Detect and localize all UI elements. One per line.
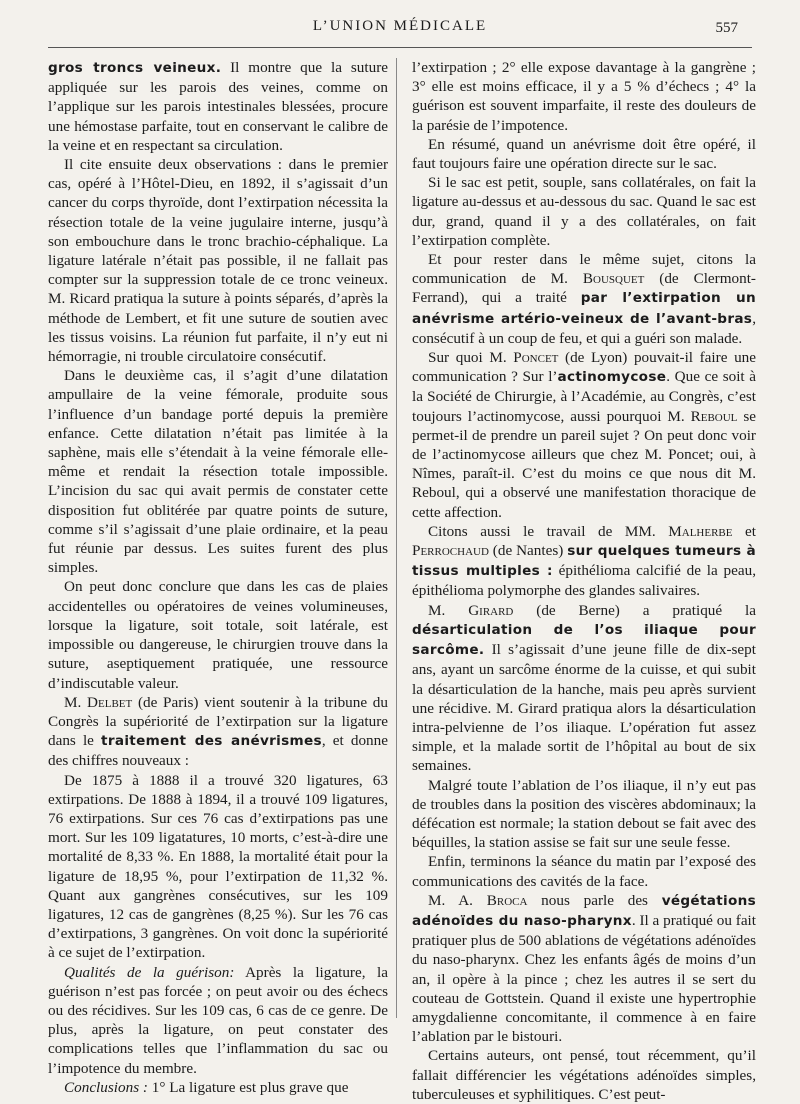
bold-term: sur quelques tumeurs à tissus multiples :	[412, 543, 756, 580]
bold-term: désarticulation de l’os iliaque pour sarcôme.	[412, 621, 756, 659]
paragraph: Malgré toute l’ablation de l’os iliaque, il n’y eut pas de troubles dans la position des viscères abdominaux; la défécation est normale; la station debout se fait avec des béquilles, la station assise se fait sur une seule fesse.	[412, 776, 756, 852]
bold-term: végétations adénoïdes du naso-pharynx	[412, 892, 756, 929]
header-rule	[48, 47, 752, 48]
paragraph: Conclusions : 1° La ligature est plus grave que	[64, 1078, 349, 1096]
right-column	[412, 58, 756, 1104]
author-name: Bousquet	[582, 270, 645, 288]
page-number: 557	[715, 20, 738, 36]
column-divider	[396, 58, 397, 1018]
author-name: Girard	[468, 601, 514, 619]
paragraph: Et pour rester dans le même sujet, citons la communication de M. Bousquet (de Clermont-Ferrand), qui a traité par l’extirpation un anévrisme artério-veineux de l’avant-bras, consécutif à un coup de feu, et qui a guéri son malade.	[412, 251, 756, 347]
italic-heading: Conclusions :	[64, 1078, 148, 1096]
paragraph: En résumé, quand un anévrisme doit être opéré, il faut toujours faire une opération directe sur le sac.	[412, 135, 756, 173]
paragraph: M. Delbet (de Paris) vient soutenir à la tribune du Congrès la supériorité de l’extirpation sur la ligature dans le traitement des anévrismes, et donne des chiffres nouveaux :	[48, 693, 388, 770]
author-name: Poncet	[513, 349, 559, 367]
paragraph: Certains auteurs, ont pensé, tout récemment, qu’il fallait différencier les végétations adénoïdes simples, tuberculeuses et syphilitiques. C’est peut-	[412, 1047, 756, 1103]
paragraph: Citons aussi le travail de MM. Malherbe et Perrochaud (de Nantes) sur quelques tumeurs à tissus multiples : épithélioma calcifié de la peau, épithélioma polymorphe des glandes salivaires.	[412, 522, 757, 600]
bold-term: par l’extirpation un anévrisme artério-veineux de l’avant-bras	[412, 290, 756, 327]
author-name: Reboul	[690, 407, 738, 425]
author-name: Delbet	[87, 693, 133, 711]
paragraph: M. A. Broca nous parle des végétations adénoïdes du naso-pharynx. Il a pratiqué ou fait pratiquer plus de 500 ablations de végétations adénoïdes du naso-pharynx. Chez les enfants âgés de moins d’un an, il opère à la pince ; chez les autres il se sert du couteau de Gottstein. Quand il existe une hypertrophie amygdalienne concomitante, il commence à en faire l’ablation par le bistouri.	[412, 891, 756, 1046]
italic-heading: Qualités de la guérison:	[64, 963, 235, 981]
paragraph: Qualités de la guérison: Après la ligature, la guérison n’est pas forcée ; on peut avoir ou des échecs ou des récidives. Sur les 109 cas, 6 cas de ce genre. De plus, après la ligature, on peut constater des complications telles que l’inflammation du sac ou l’impotence du membre.	[48, 963, 388, 1077]
running-head	[0, 18, 800, 46]
paragraph: Il cite ensuite deux observations : dans le premier cas, opéré à l’Hôtel-Dieu, en 1892, il s’agissait d’un cancer du corps thyroïde, dont l’extirpation nécessita la résection totale de la veine jugulaire interne, jusqu’à son embouchure dans le tronc brachio-céphalique. La ligature latérale n’était pas possible, il ne fallait pas compter sur la suppression totale de ce tronc veineux. M. Ricard pratiqua la suture à points séparés, d’après la méthode de Lembert, et fit une suture de soutien avec les tissus voisins. La réunion fut parfaite, il n’y eut ni hémorragie, ni trouble circulatoire consécutif.	[48, 156, 388, 366]
paragraph: M. Girard (de Berne) a pratiqué la désarticulation de l’os iliaque pour sarcôme. Il s’agissait d’une jeune fille de dix-sept ans, ayant un sarcôme énorme de la cuisse, et qui subit la désarticulation de la hanche, mais peu après survient une récidive. M. Girard pratiqua alors la désarticulation intra-pelvienne de l’os iliaque. L’opération fut assez simple, et la malade sortit de l’hôpital au bout de six semaines.	[412, 601, 756, 775]
author-name: Malherbe	[668, 522, 733, 540]
paragraph: Dans le deuxième cas, il s’agit d’une dilatation ampullaire de la veine fémorale, produite sous l’influence d’un bandage porté depuis la première enfance. Cette dilatation n’était pas limitée à la saphène, mais elle s’étendait à la veine fémorale elle-même et rendait la résection totale impossible. L’incision du sac qui avait permis de constater cette disposition fut oblitérée par quatre points de suture, comme s’il s’agissait d’une plaie ordinaire, et la peau fut réunie par dessus. Les suites furent des plus simples.	[48, 367, 388, 577]
bold-term: actinomycose	[557, 369, 667, 386]
paragraph: Enfin, terminons la séance du matin par l’exposé des communications des cavités de la face.	[412, 853, 756, 890]
paragraph: Si le sac est petit, souple, sans collatérales, on fait la ligature au-dessus et au-dessous du sac. Quand le sac est dur, grand, quand il y a des collatérales, on fait l’extirpation complète.	[412, 174, 756, 249]
author-name: Perrochaud	[412, 542, 489, 560]
paragraph: gros troncs veineux. Il montre que la suture appliquée sur les parois des veines, comme on l’applique sur les parois intestinales blessées, procure une hémostase parfaite, tout en conservant le calibre de la veine et en respectant sa circulation.	[48, 59, 388, 154]
journal-title: L’UNION MÉDICALE	[312, 18, 488, 34]
paragraph: l’extirpation ; 2° elle expose davantage à la gangrène ; 3° elle est moins efficace, il y a 5 % d’échecs ; 4° la guérison est souvent imparfaite, il reste des douleurs de la parésie de l’impotence.	[412, 59, 756, 134]
author-name: Broca	[486, 891, 528, 909]
bold-term: traitement des anévrismes	[101, 733, 322, 750]
paragraph: De 1875 à 1888 il a trouvé 320 ligatures, 63 extirpations. De 1888 à 1894, il a trouvé 109 ligatures, 76 extirpations. Sur ces 76 cas d’extirpations pas une mort. Sur les 109 ligatatures, 10 morts, c’est-à-dire une mortalité de 8,33 %. En 1888, la mortalité était pour la ligature de 18,95 %, pour l’extirpation de 11,32 %. Quant aux gangrènes consécutives, sur les 109 ligatures, 12 cas de gangrènes (8,25 %). Sur les 76 cas d’extirpations, 3 gangrènes. On voit donc la supériorité à ce sujet de l’extirpation.	[48, 771, 388, 962]
bold-term: gros troncs veineux.	[48, 60, 222, 76]
paragraph: On peut donc conclure que dans les cas de plaies accidentelles ou opératoires de veines volumineuses, lorsque la ligature, soit totale, soit latérale, est impossible ou dangereuse, le chirurgien trouve dans la suture, aseptiquement pratiquée, une ressource d’indiscutable valeur.	[48, 578, 388, 692]
left-column	[48, 58, 388, 1097]
paragraph: Sur quoi M. Poncet (de Lyon) pouvait-il faire une communication ? Sur l’actinomycose. Que ce soit à la Société de Chirurgie, à l’Académie, au Congrès, c’est toujours l’actinomycose, aussi pourquoi M. Reboul se permet-il de prendre un pareil sujet ? On peut donc voir de l’actinomycose ailleurs que chez M. Poncet; oui, à Nîmes, paraît-il. C’est du moins ce que nous dit M. Reboul, qui a observé une manifestation thoracique de cette affection.	[412, 349, 757, 521]
